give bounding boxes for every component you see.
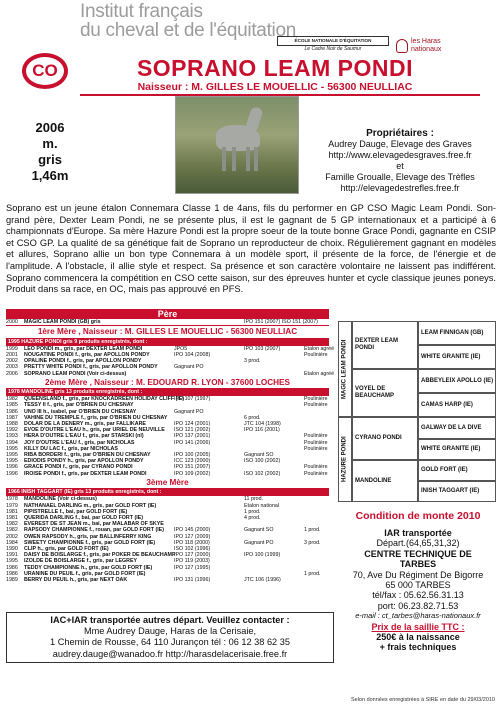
mere3-rows bbox=[6, 496, 329, 583]
pedigree-cell: IPO 145 (2000) bbox=[174, 527, 211, 534]
mere2-title: 2ème Mère , Naisseur : M. EDOUARD R. LYON - 37600 LOCHES bbox=[45, 377, 290, 387]
pere-row: 2000 MAGIC LEAM PONDI (GB) gris IPO 151 (2007) ISO 151 (2007) bbox=[6, 319, 329, 326]
pedigree-cell: KILLY DU LAC f., gris, par NICHOLAS bbox=[24, 445, 118, 452]
pedigree-cell: 1 prod. bbox=[304, 570, 321, 577]
pedigree-cell: IPO 124 (2001) bbox=[174, 421, 211, 428]
pedigree-cell: DOLAR DE LA DENERY m., gris, par FALLIKARE bbox=[24, 421, 146, 428]
pedigree-cell: IPO 131 (1996) bbox=[174, 577, 211, 583]
pedigree-cell: 1988 bbox=[6, 421, 18, 428]
pedigree-cell: SOPRANO LEAM PONDI (Voir ci-dessus) bbox=[24, 370, 127, 377]
haras-line2: nationaux bbox=[411, 46, 442, 53]
mere2-bar: 1978 MANDOLINE gris 13 produits enregistrés, dont : bbox=[6, 388, 329, 396]
mere3-title: 3ème Mère bbox=[146, 477, 189, 487]
condition-title: Condition de monte 2010 bbox=[355, 510, 481, 522]
pedigree-cell: IPO 116 (2001) bbox=[244, 427, 280, 434]
price-title: Prix de la saillie TTC : bbox=[371, 621, 465, 632]
iac-l1: IAC+IAR transportée autres départ. Veuillez contacter : bbox=[50, 615, 290, 625]
pedigree-cell: Gagnant PO bbox=[174, 408, 204, 415]
ecole-line1: ÉCOLE NATIONALE D'ÉQUITATION bbox=[277, 36, 389, 46]
pedigree-cell: IPO 127 (1995) bbox=[174, 564, 211, 571]
pedigree-cell: 1990 bbox=[6, 545, 18, 552]
pedigree-cell: 1995 bbox=[6, 452, 18, 459]
tree-g4: CAMAS HARP (IE) bbox=[418, 393, 496, 417]
pedigree-cell: 1979 bbox=[6, 502, 18, 509]
pedigree-cell: IPO 109 (2002) bbox=[174, 470, 211, 477]
pedigree-cell: OWEN RAPSODY h., gris, par BALLINFERRY KING bbox=[24, 533, 152, 540]
mere2-rows bbox=[6, 396, 329, 477]
pedigree-cell: 2002 bbox=[6, 533, 18, 540]
pedigree-cell: 1987 bbox=[6, 414, 18, 421]
tree-g7: GOLD FORT (IE) bbox=[418, 460, 496, 481]
pedigree-cell: IPO 100 (2005) bbox=[174, 452, 211, 459]
pedigree-cell: IPO 104 (2008) bbox=[174, 351, 211, 358]
pedigree-cell: JTC 106 (1996) bbox=[244, 577, 281, 583]
owners-title: Propriétaires : bbox=[366, 128, 434, 139]
pedigree-cell: Gagnant SO bbox=[244, 527, 274, 534]
pedigree-cell: TESSY II f., gris, par O'BRIEN DU CHESNAY bbox=[24, 402, 134, 409]
transport-email[interactable]: e-mail : ct_tarbes@haras-nationaux.fr bbox=[355, 611, 481, 621]
owners-line1: Audrey Dauge, Elevage des Graves bbox=[328, 139, 472, 149]
pedigree-cell: 1986 bbox=[6, 564, 18, 571]
pedigree-tree bbox=[338, 321, 496, 502]
coat-color: gris bbox=[38, 152, 62, 167]
mere1-rows bbox=[6, 345, 335, 377]
mere3-bar: 1966 INISH TAGGART (IE) gris 13 produits enregistrés, dont : bbox=[6, 488, 329, 496]
pedigree-cell: RAPSODY CHAMPIONNE f., rouan, par GOLD FORT (IE) bbox=[24, 527, 164, 534]
pedigree-cell: IPO 118 (2000) bbox=[174, 539, 210, 546]
haras-logo bbox=[396, 38, 441, 54]
transport-l4: TARBES bbox=[399, 559, 437, 570]
iac-l4[interactable]: audrey.dauge@wanadoo.fr http://harasdelacerisaie.free.fr bbox=[52, 648, 288, 659]
pedigree-cell: 6 prod. bbox=[244, 414, 261, 421]
pedigree-cell: 1994 bbox=[6, 439, 18, 446]
pedigree-cell: 1985 bbox=[6, 402, 18, 409]
transport-l2: Départ.(64,65,31,32) bbox=[376, 538, 460, 549]
pedigree-row bbox=[6, 370, 335, 377]
pedigree-cell: Poulinière bbox=[304, 445, 328, 452]
transport-l8: port: 06.23.82.71.53 bbox=[377, 600, 459, 611]
pedigree-cell bbox=[174, 371, 244, 377]
owners-line4: Famille Groualle, Elevage des Trèfles bbox=[325, 172, 475, 182]
pedigree-cell: DAISY DE BOISLARGE f., gris, par POKER DE BEAUCHAMP bbox=[24, 552, 176, 559]
pedigree-cell: 1996 bbox=[6, 470, 18, 477]
pedigree-cell: IPO 103 (2007) bbox=[244, 345, 281, 352]
pedigree-cell: HERA D'OUTRE L'EAU f., gris, par STARSKI (nl) bbox=[24, 433, 144, 440]
pedigree-cell: 1996 bbox=[6, 464, 18, 471]
transport-info bbox=[338, 528, 498, 653]
naisseur: Naisseur : M. GILLES LE MOUELLIC - 56300 NEULLIAC bbox=[137, 81, 413, 93]
tree-g8: INISH TAGGART (IE) bbox=[418, 481, 496, 502]
pedigree-cell: 2006 bbox=[6, 370, 18, 377]
pedigree-cell: Etalon national bbox=[244, 502, 280, 509]
pedigree-cell: ICC 123 (2000) bbox=[174, 458, 211, 465]
transport-l1: IAR transportée bbox=[384, 528, 452, 538]
pedigree-cell: IZOLDE DE BOISLARGE f., gris, par LEGREY bbox=[24, 558, 138, 565]
pedigree-cell: 2002 bbox=[6, 358, 18, 365]
pedigree-cell: ISO 121 (2002) bbox=[174, 427, 211, 434]
pedigree-cell: QUEENSLAND f., gris, par KNOCKADREEN HOLIDAY CLIFF (IE) bbox=[24, 396, 185, 403]
horse-info bbox=[20, 120, 80, 184]
pedigree-cell: Poulinière bbox=[304, 464, 328, 471]
pedigree-cell: EDIODIS PONDY h., gris, par APOLLON PONDY bbox=[24, 458, 144, 465]
pedigree-cell: BERRY DU PEUIL h., gris, par NEXT OAK bbox=[24, 577, 128, 583]
pedigree-cell: 3 prod. bbox=[244, 358, 261, 365]
pedigree-cell: RIBA BORDERI f., gris, par O'BRIEN DU CHESNAY bbox=[24, 452, 151, 459]
iac-l3: 1 Chemin de Rousse, 64 110 Jurançon tél : 06 12 38 62 35 bbox=[50, 637, 290, 648]
pedigree-cell: Etalon agréé bbox=[304, 345, 335, 352]
pedigree-cell bbox=[244, 371, 304, 377]
ecole-line2: Le Cadre Noir de Saumur bbox=[304, 46, 362, 52]
pedigree-cell: GRACE PONDI f., gris, par CYRANO PONDI bbox=[24, 464, 133, 471]
pedigree-cell: URANINE DU PEUIL f., gris, par GOLD FORT (IE) bbox=[24, 570, 146, 577]
owners bbox=[305, 128, 495, 194]
pedigree-cell: 1992 bbox=[6, 427, 18, 434]
pedigree-cell: JTC 104 (1998) bbox=[244, 421, 281, 428]
pedigree-cell bbox=[304, 577, 329, 583]
pedigree-cell: 1995 bbox=[6, 558, 18, 565]
pedigree-cell: LEO PONDI m., gris, par DEXTER LEAM PONDI bbox=[24, 345, 143, 352]
transport-l3: CENTRE TECHNIQUE DE bbox=[364, 548, 472, 559]
pedigree-cell: 1982 bbox=[6, 521, 18, 528]
transport-l5: 70, Ave Du Régiment De Bigorre bbox=[352, 569, 484, 580]
pedigree-cell: 1982 bbox=[6, 396, 18, 403]
pedigree-cell: 1978 bbox=[6, 496, 18, 503]
pedigree-cell: 1986 bbox=[6, 570, 18, 577]
pedigree-cell: 1991 bbox=[6, 552, 18, 559]
tree-g3: ABBEYLEIX APOLLO (IE) bbox=[418, 369, 496, 393]
pedigree-cell: EVOE D'OUTRE L'EAU h., gris, par URIEL DE NEUVILLE bbox=[24, 427, 165, 434]
pedigree-cell: Poulinière bbox=[304, 351, 328, 358]
pedigree-cell: 1995 bbox=[6, 458, 18, 465]
pedigree-cell: Poulinière bbox=[304, 433, 328, 440]
pedigree-cell: 1 prod. bbox=[244, 508, 261, 515]
institut-line1: Institut français bbox=[80, 1, 203, 22]
pedigree-cell: Poulinière bbox=[304, 439, 328, 446]
pedigree-cell: IPO 127 (2000) bbox=[174, 552, 211, 559]
pedigree-cell: 1986 bbox=[6, 408, 18, 415]
pedigree-cell: IROISE PONDI f., gris, par DEXTER LEAM PONDI bbox=[24, 470, 147, 477]
pedigree-cell: CLIP h., gris, par GOLD FORT (IE) bbox=[24, 545, 109, 552]
sex: m. bbox=[42, 136, 58, 151]
price-extra: + frais techniques bbox=[379, 642, 457, 653]
pedigree-cell: 1 prod. bbox=[304, 527, 321, 534]
haras-emblem-icon bbox=[396, 39, 408, 53]
tree-voyel: VOYEL DE BEAUCHAMP bbox=[352, 369, 418, 417]
pedigree-row bbox=[6, 577, 329, 583]
pedigree-cell: IPO 137 (2001) bbox=[174, 433, 211, 440]
pedigree-cell: VAHINE DU TREMPLE f., gris, par O'BRIEN DU CHESNAY bbox=[24, 414, 168, 421]
birth-year: 2006 bbox=[35, 120, 65, 135]
pedigree-cell: 1995 bbox=[6, 445, 18, 452]
tree-hazure: HAZURE PONDI bbox=[338, 417, 352, 502]
tree-magic: MAGIC LEAM PONDI bbox=[338, 321, 352, 417]
tree-g6: WHITE GRANITE (IE) bbox=[418, 439, 496, 460]
pedigree-cell: 11 prod. bbox=[244, 496, 264, 503]
pedigree-cell: 1984 bbox=[6, 539, 18, 546]
pedigree-cell: 1981 bbox=[6, 508, 18, 515]
tree-g1: LEAM FINNIGAN (GB) bbox=[418, 321, 496, 345]
pedigree-cell: 3 prod. bbox=[304, 539, 321, 546]
pedigree-table bbox=[6, 308, 335, 583]
pedigree-cell: Etalon agréé bbox=[304, 370, 335, 377]
pedigree-cell: PRETTY WHITE PONDI f., gris, par APOLLON PONDY bbox=[24, 364, 158, 371]
institut-title bbox=[80, 2, 296, 40]
pedigree-cell: IPO 100 (1999) bbox=[244, 552, 281, 559]
iac-l2: Mme Audrey Dauge, Haras de la Cerisaie, bbox=[83, 626, 257, 637]
description: Soprano est un jeune étalon Connemara Classe 1 de 4ans, fils du performer en GP CSO Magic Leam Pondi. Son-grand père, Dexter Leam Pondi, ne se présente plus, il est le gagnant de 5 GP internationaux et a participé à 6 championnats d'Europe. Sa mère Hazure Pondi est la propre soeur de la toute bonne Grace Pondi, gagnante en CSIP et CSO GP. La qualité de sa génétique fait de Soprano un reproducteur de choix. Régulièrement gagnant en modèles et allures, Soprano allie un bon type Connemara à un modèle sport, il présente de la force, de l'énergie et de l'amplitude. A l'obstacle, il allie style et respect. Sa présence et son caractère volontaire ne laissent pas indifférent. Soprano commencera la compétition en CSO cette saison, sur des épreuves hunter et cycle classique jeunes poneys. Produit dans sa race, en OC, mais pas approuvé en PFS. bbox=[6, 203, 496, 295]
pedigree-cell: SWEETY CHAMPIONNE f., gris, par GOLD FORT (IE) bbox=[24, 539, 156, 546]
pedigree-cell: NATHANAEL DARLING m., gris, par GOLD FORT (IE) bbox=[24, 502, 157, 509]
mere1-bar: 1995 HAZURE PONDI gris 9 produits enregistrés, dont : bbox=[6, 338, 329, 346]
pedigree-cell: JOY D'OUTRE L'EAU f., gris, par NICHOLAS bbox=[24, 439, 135, 446]
mere1-title: 1ère Mère , Naisseur : M. GILLES LE MOUELLIC - 56300 NEULLIAC bbox=[37, 327, 298, 337]
tree-mandoline: MANDOLINE bbox=[352, 460, 418, 502]
horse-name: SOPRANO LEAM PONDI bbox=[136, 55, 414, 81]
transport-l7: tél/fax : 05.62.56.31.13 bbox=[372, 590, 464, 601]
institut-line2: du cheval et de l'équitation bbox=[80, 20, 297, 41]
tree-dexter: DEXTER LEAM PONDI bbox=[352, 321, 418, 369]
pedigree-cell: UNO III h., isabel, par O'BRIEN DU CHESNAY bbox=[24, 408, 137, 415]
owners-line3: et bbox=[396, 161, 404, 171]
pedigree-cell: 2003 bbox=[6, 364, 18, 371]
footer-note: Selon données enregistrées à SIRE en date du 29/03/2010 bbox=[350, 697, 495, 703]
pedigree-cell: IPO 151 (2007) bbox=[174, 464, 211, 471]
pedigree-cell: IPO 141 (2006) bbox=[174, 439, 211, 446]
pedigree-cell: ISO 102 (1996) bbox=[174, 545, 211, 552]
pedigree-cell: NOUGATINE PONDI f., gris, par APOLLON PONDY bbox=[24, 351, 150, 358]
tree-g5: GALWAY DE LA DIVE bbox=[418, 417, 496, 439]
pedigree-cell: OPALINE PONDI f., gris, par APOLLON PONDY bbox=[24, 358, 142, 365]
tree-g2: WHITE GRANITE (IE) bbox=[418, 345, 496, 369]
pedigree-cell: TEDDY CHAMPIONNE h., gris, par GOLD FORT (IE) bbox=[24, 564, 153, 571]
pedigree-cell: IPO 107 (1997) bbox=[174, 396, 211, 403]
transport-l6: 65 000 TARBES bbox=[385, 580, 451, 591]
ecole-logo bbox=[277, 36, 389, 52]
haras-line1: les Haras bbox=[411, 38, 441, 45]
iac-contact-box bbox=[6, 612, 334, 663]
pedigree-cell: 1989 bbox=[6, 577, 18, 583]
pedigree-cell: 1993 bbox=[6, 433, 18, 440]
co-badge: CO bbox=[22, 53, 68, 89]
pedigree-cell: Gagnant PO bbox=[244, 539, 274, 546]
price-value: 250€ à la naissance bbox=[376, 632, 460, 643]
pedigree-cell: Poulinière bbox=[304, 402, 328, 409]
pedigree-cell: EVEREST DE ST JEAN m., bai, par MALABAR OF SKYE bbox=[24, 521, 164, 528]
owners-link2[interactable]: http://elevagedestrefles.free.fr bbox=[340, 183, 460, 193]
pedigree-cell: 1982 bbox=[6, 527, 18, 534]
pedigree-cell: QUERIDA DARLING f., bai, par GOLD FORT (IE) bbox=[24, 514, 143, 521]
pedigree-cell: MANDOLINE (Voir ci-dessus) bbox=[24, 496, 97, 503]
pedigree-cell: IPO 127 (2009) bbox=[174, 533, 211, 540]
pedigree-cell: Gagnant SO bbox=[244, 452, 274, 459]
pedigree-row bbox=[6, 471, 329, 477]
pedigree-cell: ISO 100 (2002) bbox=[244, 458, 281, 465]
owners-link1[interactable]: http://www.elevagedesgraves.free.fr bbox=[328, 150, 472, 160]
pedigree-cell: Poulinière bbox=[304, 470, 328, 477]
tree-cyrano: CYRANO PONDI bbox=[352, 417, 418, 460]
pere-header: Père bbox=[6, 309, 329, 319]
height: 1,46m bbox=[31, 168, 69, 183]
pedigree-cell: PIPISTRELLE f., bai, par GOLD FORT (IE) bbox=[24, 508, 128, 515]
pedigree-cell: 1981 bbox=[6, 514, 18, 521]
pedigree-cell: Gagnant PO bbox=[174, 364, 204, 371]
horse-photo bbox=[175, 96, 299, 194]
pedigree-cell: ISO 102 (2002) bbox=[244, 470, 281, 477]
pedigree-cell: JPO5 bbox=[174, 345, 188, 352]
pedigree-cell: Poulinière bbox=[304, 396, 328, 403]
pedigree-cell: 1999 bbox=[6, 345, 18, 352]
pedigree-cell: IPO 119 (2003) bbox=[174, 558, 210, 565]
pedigree-cell: 4 prod. bbox=[244, 514, 261, 521]
pedigree-cell: 2001 bbox=[6, 351, 18, 358]
